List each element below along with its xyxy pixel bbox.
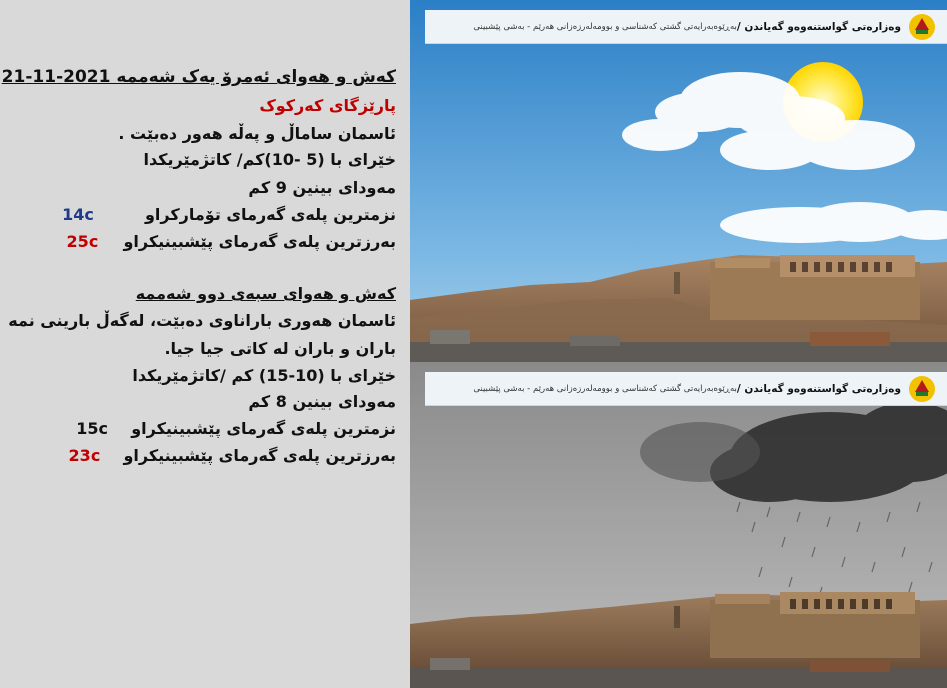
tomorrow-max-temp <box>69 446 396 465</box>
banner-ministry-title: وەزارەتی گواستنەوەو گەیاندن / <box>736 382 901 395</box>
banner-ministry-title: وەزارەتی گواستنەوەو گەیاندن / <box>736 20 901 33</box>
sunny-citadel-image <box>410 0 947 362</box>
province-name: پارێزگای کەرکوک <box>259 96 396 115</box>
today-heading: کەش و هەوای ئەمرۆ یەک شەممە 2021-11-21 <box>1 67 396 87</box>
today-min-value: 14c <box>62 205 94 224</box>
today-sky: ئاسمان ساماڵ و پەڵە هەور دەبێت . <box>118 124 396 143</box>
tomorrow-wind: خێرای با (10-15) کم /کاتژمێریکدا <box>132 366 396 385</box>
tomorrow-visibility: مەودای بینین 8 کم <box>248 392 396 411</box>
kurdistan-emblem-icon <box>907 374 937 404</box>
banner-department: بەڕێوەبەرایەتی گشتی کەشناسی و بوومەلەرزەزانی هەرێم - بەشی پێشبینی <box>473 21 737 32</box>
tomorrow-heading: کەش و هەوای سبەی دوو شەممە <box>135 284 396 303</box>
tomorrow-min-label: نزمترین پلەی گەرمای پێشبینیکراو <box>131 419 396 438</box>
today-max-temp <box>67 232 396 251</box>
today-wind: خێرای با (5 -10)کم/ کاتژمێریکدا <box>143 150 396 169</box>
forecast-text-panel <box>0 0 410 688</box>
tomorrow-min-temp <box>76 419 396 438</box>
kurdistan-emblem-icon <box>907 12 937 42</box>
today-min-temp <box>62 205 396 224</box>
today-max-label: بەرزترین پلەی گەرمای پێشبینیکراو <box>123 232 396 251</box>
sunny-scene-graphic <box>410 0 947 362</box>
ministry-banner-bottom <box>425 372 947 406</box>
today-max-value: 25c <box>66 232 99 251</box>
rainy-scene-graphic <box>410 362 947 688</box>
tomorrow-min-value: 15c <box>76 419 109 438</box>
tomorrow-max-label: بەرزترین پلەی گەرمای پێشبینیکراو <box>123 446 396 465</box>
today-min-label: نزمترین پلەی گەرمای تۆمارکراو <box>144 205 396 224</box>
tomorrow-max-value: 23c <box>68 446 101 465</box>
tomorrow-sky-2: باران و باران لە کاتی جیا جیا. <box>164 339 396 358</box>
rainy-citadel-image <box>410 362 947 688</box>
today-visibility: مەودای بینین 9 کم <box>248 178 396 197</box>
tomorrow-sky-1: ئاسمان هەوری باراناوی دەبێت، لەگەڵ بارینی نمە <box>8 311 396 330</box>
banner-department: بەڕێوەبەرایەتی گشتی کەشناسی و بوومەلەرزەزانی هەرێم - بەشی پێشبینی <box>473 383 737 394</box>
ministry-banner-top <box>425 10 947 44</box>
